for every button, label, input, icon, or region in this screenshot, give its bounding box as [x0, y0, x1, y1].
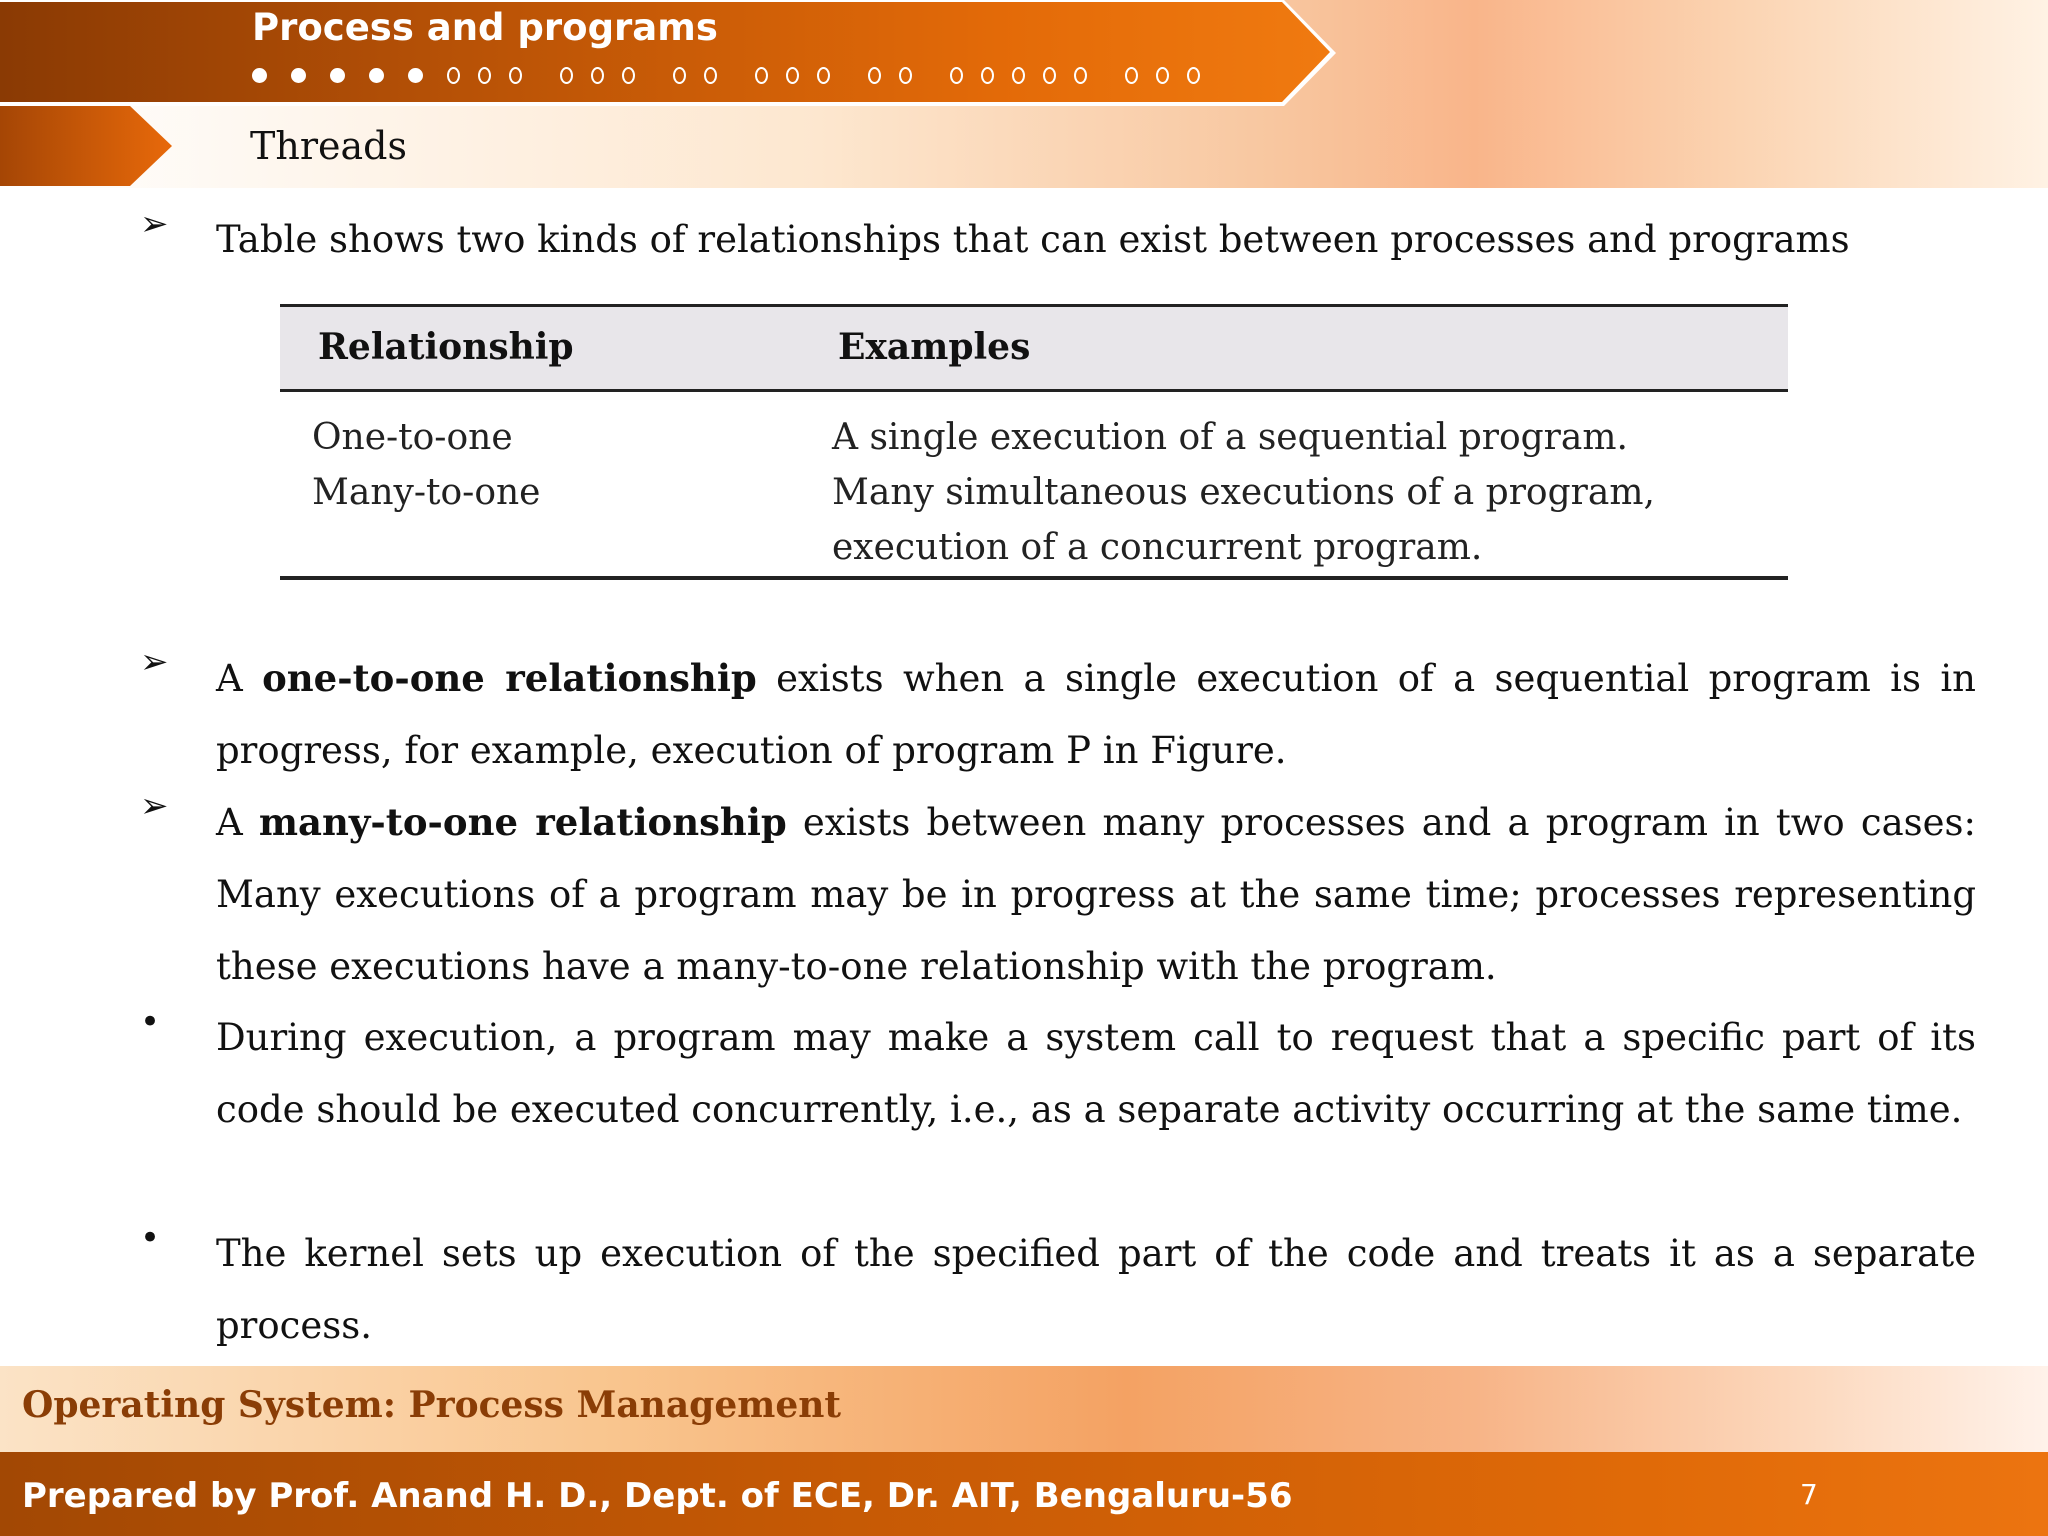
table-cell-relationship: Many-to-one [312, 472, 541, 513]
slide-subtitle: Threads [250, 124, 407, 168]
arrow-bullet-icon: ➢ [140, 642, 169, 682]
relationship-table [280, 304, 1788, 582]
footer-author: Prepared by Prof. Anand H. D., Dept. of ECE, Dr. AIT, Bengaluru-56 [22, 1476, 1293, 1516]
table-cell-example: Many simultaneous executions of a program, [832, 472, 1655, 513]
point-one-to-one: A one-to-one relationship exists when a single execution of a sequential program is in progress, for example, execution of program P in Figure. [216, 656, 1976, 772]
table-bottom-rule [280, 576, 1788, 580]
point-many-to-one: A many-to-one relationship exists between many processes and a program in two cases: Many executions of a program may be in progress at the same time; processes representing these executions have a many-to-one relationship with the program. [216, 800, 1976, 988]
point-system-call: During execution, a program may make a system call to request that a specific part of its code should be executed concurrently, i.e., as a separate activity occurring at the same time. [216, 1016, 1976, 1131]
arrow-bullet-icon: ➢ [140, 786, 169, 826]
arrow-bullet-icon: ➢ [140, 204, 169, 244]
point-kernel: The kernel sets up execution of the specified part of the code and treats it as a separate process. [216, 1232, 1976, 1347]
intro-text: Table shows two kinds of relationships that can exist between processes and programs [216, 218, 1850, 261]
decorative-dots [252, 60, 1218, 90]
table-cell-example-continued: execution of a concurrent program. [832, 527, 1483, 568]
table-cell-relationship: One-to-one [312, 417, 513, 458]
dot-bullet-icon: • [140, 1218, 161, 1258]
table-cell-example: A single execution of a sequential program. [832, 417, 1628, 458]
table-header-relationship: Relationship [318, 326, 574, 368]
page-number: 7 [1800, 1478, 1818, 1511]
table-header-examples: Examples [838, 326, 1031, 368]
dot-bullet-icon: • [140, 1002, 161, 1042]
slide-title: Process and programs [252, 6, 718, 49]
footer-course-title: Operating System: Process Management [22, 1384, 842, 1426]
